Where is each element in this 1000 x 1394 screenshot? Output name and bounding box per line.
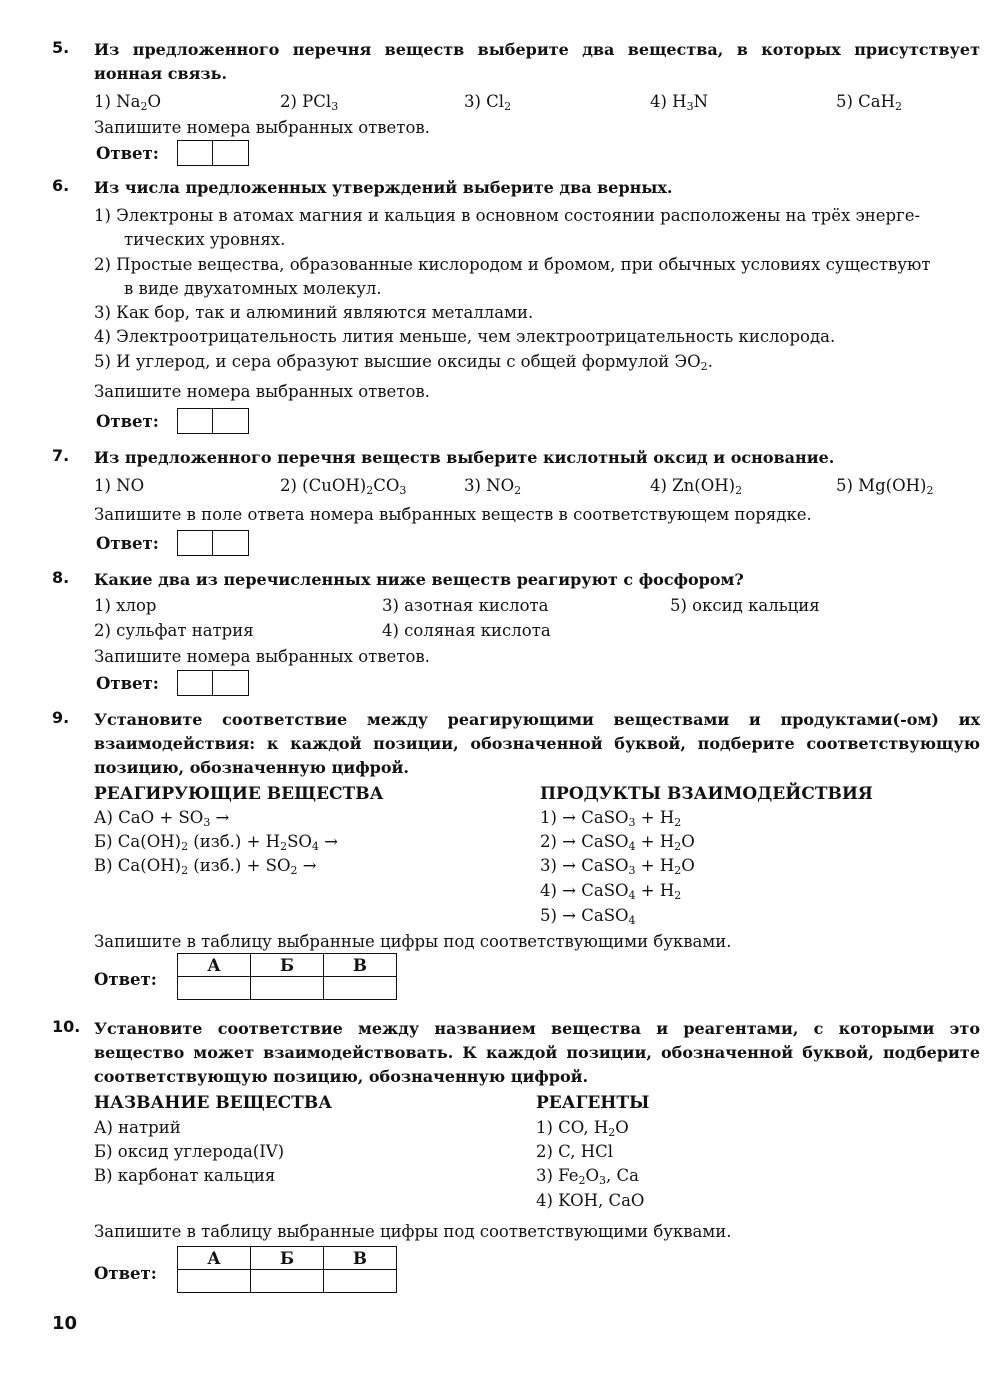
answer-cell[interactable]	[213, 671, 248, 695]
question-text: Установите соответствие между названием вещества и реагентами, с которыми это вещество может взаимодействовать. К каждой позиции, обозначенной буквой, подберите соответствующую позицию, обозначенную цифрой.	[94, 1019, 980, 1086]
answer-label: Ответ:	[96, 534, 159, 553]
table-header-v: В	[324, 1247, 397, 1270]
right-item-4: 4) → CaSO$_4$ + $H_2$	[540, 881, 682, 902]
statement-5[interactable]: 5) И углерод, и сера образуют высшие оксиды с общей формулой $ЭО_2$.	[94, 352, 713, 373]
option-3[interactable]: 3) азотная кислота	[382, 596, 549, 615]
answer-cell[interactable]	[213, 409, 248, 433]
option-2[interactable]: 2) PCl$_3$	[280, 92, 339, 113]
right-column-header: РЕАГЕНТЫ	[536, 1093, 650, 1113]
table-header-a: А	[178, 1247, 251, 1270]
left-column-header: РЕАГИРУЮЩИЕ ВЕЩЕСТВА	[94, 784, 384, 804]
answer-box[interactable]	[177, 408, 249, 434]
right-column-header: ПРОДУКТЫ ВЗАИМОДЕЙСТВИЯ	[540, 784, 873, 804]
answer-cell-b[interactable]	[251, 1270, 324, 1293]
right-item-1: 1) CO, $H_2O$	[536, 1118, 629, 1139]
question-text: Установите соответствие между реагирующими веществами и продуктами(-ом) их взаимодействия: к каждой позиции, обозначенной буквой, подберите соответствующую позицию, обозначенную цифрой.	[94, 710, 980, 777]
right-item-5: 5) → CaSO$_4$	[540, 906, 636, 927]
question-number: 6.	[52, 176, 70, 195]
answer-cell[interactable]	[178, 531, 213, 555]
question-number: 5.	[52, 38, 70, 57]
option-4[interactable]: 4) $Zn(OH)_2$	[650, 476, 743, 497]
answer-label: Ответ:	[94, 1264, 157, 1283]
question-number: 8.	[52, 568, 70, 587]
instruction: Запишите номера выбранных ответов.	[94, 382, 430, 401]
statement-1-cont: тических уровнях.	[124, 230, 286, 249]
answer-box[interactable]	[177, 530, 249, 556]
option-3[interactable]: 3) $Cl_2$	[464, 92, 512, 113]
question-number: 9.	[52, 708, 70, 727]
question-text: Из предложенного перечня веществ выберите кислотный оксид и основание.	[94, 448, 835, 467]
question-text: Какие два из перечисленных ниже веществ реагируют с фосфором?	[94, 570, 744, 589]
question-number: 7.	[52, 446, 70, 465]
answer-cell-v[interactable]	[324, 1270, 397, 1293]
option-5[interactable]: 5) CaH$_2$	[836, 92, 903, 113]
answer-cell[interactable]	[178, 409, 213, 433]
option-4[interactable]: 4) соляная кислота	[382, 621, 551, 640]
question-text: Из числа предложенных утверждений выберите два верных.	[94, 178, 673, 197]
statement-2[interactable]: 2) Простые вещества, образованные кислородом и бромом, при обычных условиях существуют	[94, 255, 931, 274]
left-item-a: А) натрий	[94, 1118, 181, 1137]
option-2[interactable]: 2) $(CuOH)_2CO_3$	[280, 476, 407, 497]
right-item-4: 4) KOH, CaO	[536, 1191, 645, 1210]
right-item-1: 1) → CaSO$_3$ + $H_2$	[540, 808, 682, 829]
statement-3[interactable]: 3) Как бор, так и алюминий являются металлами.	[94, 303, 534, 322]
table-header-v: В	[324, 954, 397, 977]
option-2[interactable]: 2) сульфат натрия	[94, 621, 254, 640]
option-4[interactable]: 4) $H_3N$	[650, 92, 709, 113]
left-item-v: В) $Ca(OH)_2$ $(изб.) + SO_2$ →	[94, 856, 317, 877]
answer-cell-a[interactable]	[178, 977, 251, 1000]
right-item-3: 3) → CaSO$_3$ + $H_2O$	[540, 856, 695, 877]
answer-label: Ответ:	[96, 412, 159, 431]
right-item-3: 3) $Fe_2O_3$, Ca	[536, 1166, 639, 1187]
option-1[interactable]: 1) NO	[94, 476, 145, 495]
answer-cell-b[interactable]	[251, 977, 324, 1000]
option-3[interactable]: 3) $NO_2$	[464, 476, 522, 497]
question-text: Из предложенного перечня веществ выберите два вещества, в которых присутствует ионная связь.	[94, 40, 980, 83]
page-number: 10	[52, 1313, 78, 1334]
statement-1[interactable]: 1) Электроны в атомах магния и кальция в основном состоянии расположены на трёх энерге-	[94, 206, 921, 225]
answer-cell[interactable]	[178, 141, 213, 165]
answer-cell-v[interactable]	[324, 977, 397, 1000]
answer-table[interactable]	[177, 1246, 397, 1293]
left-item-b: Б) оксид углерода(IV)	[94, 1142, 285, 1161]
instruction: Запишите номера выбранных ответов.	[94, 118, 430, 137]
statement-2-cont: в виде двухатомных молекул.	[124, 279, 382, 298]
table-header-a: А	[178, 954, 251, 977]
right-item-2: 2) → CaSO$_4$ + $H_2O$	[540, 832, 695, 853]
answer-cell[interactable]	[178, 671, 213, 695]
option-1[interactable]: 1) хлор	[94, 596, 157, 615]
instruction: Запишите номера выбранных ответов.	[94, 647, 430, 666]
table-header-b: Б	[251, 1247, 324, 1270]
instruction: Запишите в таблицу выбранные цифры под соответствующими буквами.	[94, 1222, 732, 1241]
right-item-2: 2) C, HCl	[536, 1142, 613, 1161]
table-header-b: Б	[251, 954, 324, 977]
instruction: Запишите в поле ответа номера выбранных веществ в соответствующем порядке.	[94, 505, 812, 524]
option-5[interactable]: 5) $Mg(OH)_2$	[836, 476, 934, 497]
question-number: 10.	[52, 1017, 81, 1036]
left-item-b: Б) $Ca(OH)_2$ $(изб.) + H_2SO_4$ →	[94, 832, 338, 853]
answer-cell[interactable]	[213, 141, 248, 165]
left-item-v: В) карбонат кальция	[94, 1166, 276, 1185]
option-5[interactable]: 5) оксид кальция	[670, 596, 820, 615]
answer-cell[interactable]	[213, 531, 248, 555]
answer-box[interactable]	[177, 140, 249, 166]
left-column-header: НАЗВАНИЕ ВЕЩЕСТВА	[94, 1093, 333, 1113]
option-1[interactable]: 1) $Na_2O$	[94, 92, 161, 113]
answer-table[interactable]	[177, 953, 397, 1000]
instruction: Запишите в таблицу выбранные цифры под соответствующими буквами.	[94, 932, 732, 951]
left-item-a: А) CaO + $SO_3$ →	[94, 808, 230, 829]
answer-label: Ответ:	[96, 144, 159, 163]
answer-label: Ответ:	[94, 970, 157, 989]
answer-cell-a[interactable]	[178, 1270, 251, 1293]
answer-label: Ответ:	[96, 674, 159, 693]
answer-box[interactable]	[177, 670, 249, 696]
statement-4[interactable]: 4) Электроотрицательность лития меньше, чем электроотрицательность кислорода.	[94, 327, 836, 346]
